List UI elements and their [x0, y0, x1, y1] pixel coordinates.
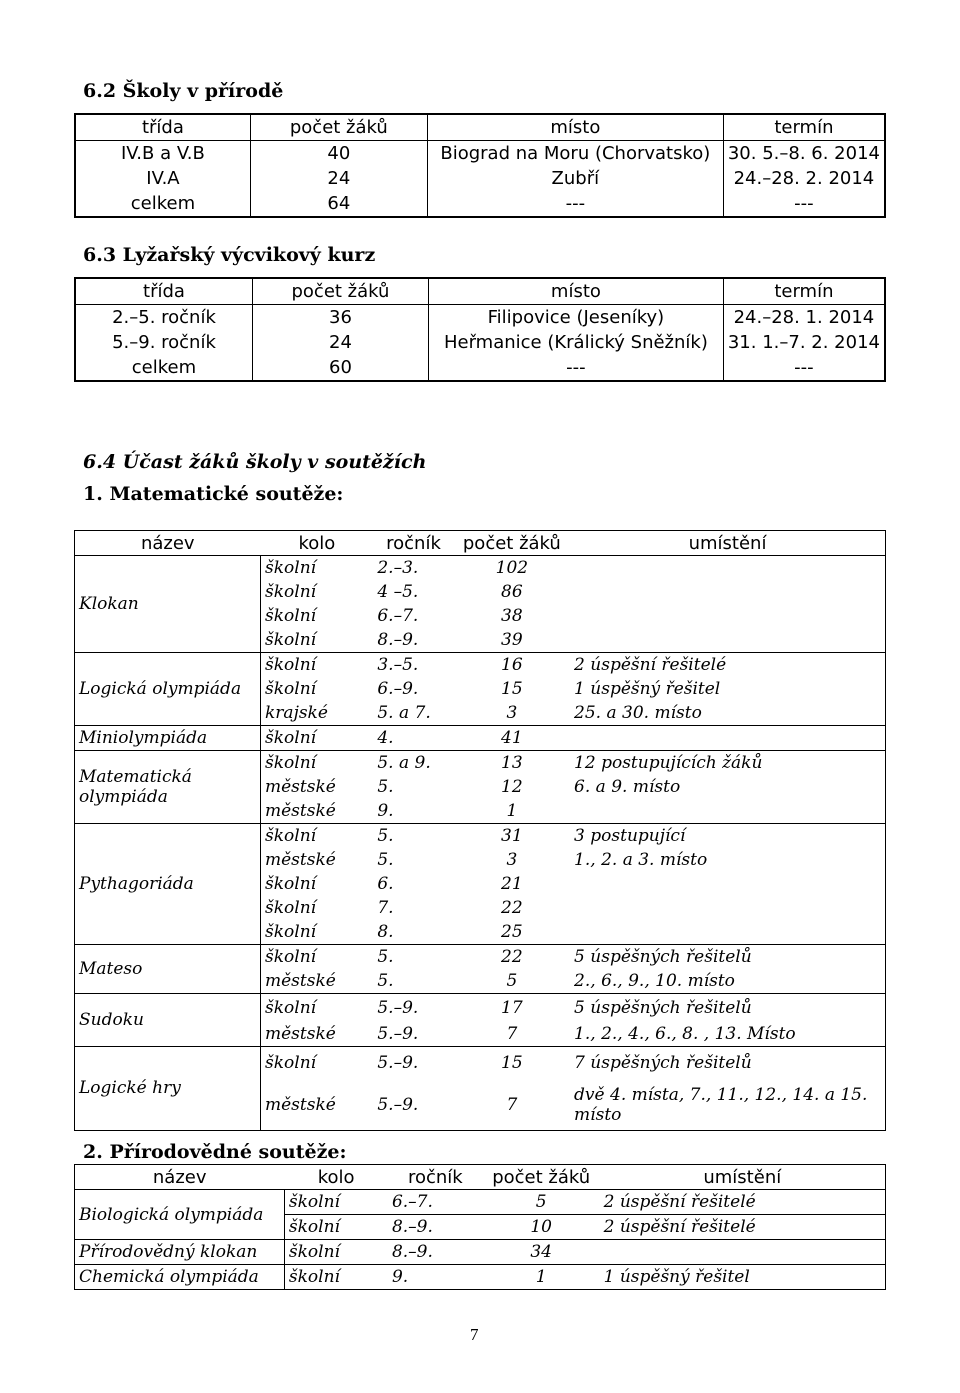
- table-cell: Heřmanice (Králický Sněžník): [428, 330, 723, 355]
- table-cell: 6.–7.: [377, 606, 419, 626]
- table-cell: 1: [483, 1265, 600, 1290]
- science-competitions-heading: 2. Přírodovědné soutěže:: [83, 1141, 347, 1163]
- table-cell: 5. a 7.: [377, 703, 431, 723]
- table-row: [75, 994, 886, 1022]
- table-cell: školní: [261, 824, 374, 849]
- header-cell: termín: [723, 278, 885, 305]
- table-cell: 5.: [377, 850, 394, 870]
- table-cell: 3 postupující: [570, 824, 885, 849]
- table-cell: 5.: [373, 945, 453, 970]
- table-row: [75, 141, 885, 167]
- table-cell: 12 postupujících žáků: [570, 751, 885, 776]
- table-cell: Biograd na Moru (Chorvatsko): [427, 141, 723, 167]
- table-cell: 22: [501, 898, 523, 918]
- table-cell: 5.: [373, 824, 453, 849]
- competition-name: Chemická olympiáda: [75, 1265, 285, 1290]
- table-cell: 9.: [388, 1265, 483, 1290]
- table-cell: [570, 628, 885, 653]
- table-row: [75, 1265, 886, 1290]
- table-cell: 10: [483, 1215, 600, 1240]
- table-cell: školní: [284, 1190, 388, 1215]
- table-cell: ---: [427, 191, 723, 217]
- table-cell: 1 úspěšný řešitel: [600, 1265, 886, 1290]
- competition-name: Sudoku: [75, 994, 261, 1047]
- table-cell: [570, 604, 885, 628]
- table-cell: 1., 2. a 3. místo: [574, 850, 708, 870]
- table-cell: [570, 556, 885, 581]
- table-cell: 15: [501, 679, 523, 699]
- table-cell: ---: [723, 355, 885, 381]
- table-cell: 6. a 9. místo: [574, 777, 681, 797]
- table-cell: 102: [454, 556, 570, 581]
- table-cell: [570, 920, 885, 945]
- table-cell: 39: [501, 630, 523, 650]
- table-cell: 21: [501, 874, 523, 894]
- table-cell: Zubří: [427, 166, 723, 191]
- table-cell: 24: [250, 166, 427, 191]
- competition-name: Biologická olympiáda: [75, 1190, 285, 1240]
- table-cell: 1: [506, 801, 518, 821]
- table-cell: 2.–3.: [373, 556, 453, 581]
- table-cell: 4.: [373, 726, 453, 751]
- header-cell: třída: [75, 114, 250, 141]
- header-cell: třída: [75, 278, 252, 305]
- table-row: [75, 1046, 886, 1080]
- table-cell: školní: [265, 874, 317, 894]
- table-row: [75, 166, 885, 191]
- table-cell: školní: [265, 679, 317, 699]
- table-cell: školní: [261, 945, 374, 970]
- table-header-row: [75, 114, 885, 141]
- table-cell: [570, 580, 885, 604]
- section-heading-6-2: 6.2 Školy v přírodě: [83, 80, 284, 102]
- school-in-nature-table: [74, 113, 886, 218]
- table-cell: [570, 726, 885, 751]
- ski-course-table: [74, 277, 886, 382]
- table-cell: celkem: [130, 193, 196, 214]
- table-cell: 1., 2., 4., 6., 8. , 13. Místo: [574, 1023, 796, 1044]
- table-cell: 25: [501, 922, 523, 942]
- header-cell: název: [75, 1165, 285, 1190]
- table-cell: školní: [261, 556, 374, 581]
- table-cell: dvě 4. místa, 7., 11., 12., 14. a 15. místo: [574, 1084, 868, 1125]
- table-cell: 5.–9. ročník: [112, 332, 216, 353]
- table-cell: 3: [506, 703, 518, 723]
- table-cell: 13: [454, 751, 570, 776]
- table-cell: 5.–9.: [373, 1046, 453, 1080]
- table-cell: 5. a 9.: [373, 751, 453, 776]
- table-cell: [600, 1240, 886, 1265]
- table-cell: školní: [261, 653, 374, 678]
- header-cell: místo: [427, 114, 723, 141]
- table-cell: krajské: [265, 703, 328, 723]
- competition-name: Mateso: [75, 945, 261, 994]
- table-cell: IV.B a V.B: [120, 143, 205, 164]
- table-cell: 6.–9.: [377, 679, 419, 699]
- table-cell: 9.: [377, 801, 394, 821]
- table-cell: IV.A: [146, 168, 180, 189]
- header-cell: počet žáků: [250, 114, 427, 141]
- competition-name: Přírodovědný klokan: [75, 1240, 285, 1265]
- table-cell: 8.–9.: [388, 1215, 483, 1240]
- header-cell: název: [75, 531, 261, 556]
- table-row: [75, 305, 885, 331]
- table-cell: 4 –5.: [377, 582, 419, 602]
- table-cell: 30. 5.–8. 6. 2014: [723, 141, 885, 167]
- table-cell: 8.–9.: [377, 630, 419, 650]
- table-cell: 2., 6., 9., 10. místo: [574, 971, 735, 991]
- science-competitions-table: [74, 1164, 886, 1290]
- table-row: [75, 945, 886, 970]
- table-header-row: [75, 531, 886, 556]
- table-cell: [570, 896, 885, 920]
- table-row: [75, 824, 886, 849]
- table-row: [75, 191, 885, 217]
- section-heading-6-3: 6.3 Lyžařský výcvikový kurz: [83, 244, 376, 266]
- table-cell: 40: [250, 141, 427, 167]
- table-cell: 22: [454, 945, 570, 970]
- table-cell: městské: [265, 1094, 336, 1115]
- table-row: [75, 330, 885, 355]
- table-cell: 6.: [377, 874, 394, 894]
- table-cell: 8.: [377, 922, 394, 942]
- page-number: 7: [470, 1325, 479, 1344]
- table-cell: [570, 799, 885, 824]
- math-competitions-table: [74, 530, 886, 1131]
- table-cell: 86: [501, 582, 523, 602]
- table-cell: 16: [454, 653, 570, 678]
- table-cell: 60: [252, 355, 428, 381]
- table-cell: školní: [265, 630, 317, 650]
- header-cell: kolo: [261, 531, 374, 556]
- table-cell: městské: [265, 801, 336, 821]
- table-cell: 31: [454, 824, 570, 849]
- table-cell: 5.–9.: [377, 1094, 419, 1115]
- header-cell: kolo: [284, 1165, 388, 1190]
- table-cell: 2.–5. ročník: [112, 307, 216, 328]
- table-cell: městské: [265, 777, 336, 797]
- table-row: [75, 1240, 886, 1265]
- table-row: [75, 653, 886, 678]
- table-cell: městské: [265, 971, 336, 991]
- table-cell: 5: [506, 971, 518, 991]
- table-cell: školní: [284, 1240, 388, 1265]
- table-cell: školní: [284, 1215, 388, 1240]
- table-cell: školní: [265, 606, 317, 626]
- table-cell: 5.: [377, 971, 394, 991]
- table-cell: 12: [501, 777, 523, 797]
- header-cell: termín: [723, 114, 885, 141]
- table-cell: 2 úspěšní řešitelé: [570, 653, 885, 678]
- table-cell: školní: [284, 1265, 388, 1290]
- table-cell: 8.–9.: [388, 1240, 483, 1265]
- table-cell: Filipovice (Jeseníky): [428, 305, 723, 331]
- table-cell: 7 úspěšných řešitelů: [570, 1046, 885, 1080]
- table-cell: 7.: [377, 898, 394, 918]
- table-cell: 25. a 30. místo: [574, 703, 702, 723]
- table-cell: školní: [265, 582, 317, 602]
- table-cell: 64: [250, 191, 427, 217]
- table-cell: 34: [483, 1240, 600, 1265]
- table-cell: [570, 872, 885, 896]
- table-cell: školní: [261, 751, 374, 776]
- table-row: [75, 751, 886, 776]
- table-cell: 7: [506, 1023, 518, 1044]
- table-cell: 7: [506, 1094, 518, 1115]
- competition-name: Miniolympiáda: [75, 726, 261, 751]
- table-cell: 3: [506, 850, 518, 870]
- table-cell: 3.–5.: [373, 653, 453, 678]
- table-cell: školní: [261, 1046, 374, 1080]
- table-cell: 2 úspěšní řešitelé: [600, 1215, 886, 1240]
- section-heading-6-4: [83, 451, 426, 473]
- table-cell: 24.–28. 1. 2014: [723, 305, 885, 331]
- table-row: [75, 355, 885, 381]
- header-cell: místo: [428, 278, 723, 305]
- table-cell: 6.–7.: [388, 1190, 483, 1215]
- table-cell: 5: [483, 1190, 600, 1215]
- header-cell: počet žáků: [454, 531, 570, 556]
- table-cell: 24: [252, 330, 428, 355]
- header-cell: umístění: [600, 1165, 886, 1190]
- table-cell: městské: [265, 850, 336, 870]
- table-header-row: [75, 1165, 886, 1190]
- header-cell: počet žáků: [483, 1165, 600, 1190]
- table-cell: ---: [428, 355, 723, 381]
- header-cell: ročník: [388, 1165, 483, 1190]
- competition-name: Matematická olympiáda: [75, 751, 261, 824]
- table-cell: městské: [265, 1023, 336, 1044]
- header-cell: ročník: [373, 531, 453, 556]
- table-cell: 5.: [377, 777, 394, 797]
- table-cell: 31. 1.–7. 2. 2014: [723, 330, 885, 355]
- table-cell: 5.–9.: [373, 994, 453, 1022]
- header-cell: umístění: [570, 531, 885, 556]
- section-heading-6-4-text: 6.4 Účast žáků školy v soutěžích: [83, 451, 427, 473]
- table-cell: 5 úspěšných řešitelů: [570, 945, 885, 970]
- table-cell: 17: [454, 994, 570, 1022]
- competition-name: Pythagoriáda: [75, 824, 261, 945]
- table-cell: 2 úspěšní řešitelé: [600, 1190, 886, 1215]
- table-cell: 41: [454, 726, 570, 751]
- table-cell: 5 úspěšných řešitelů: [570, 994, 885, 1022]
- table-row: [75, 726, 886, 751]
- table-cell: 38: [501, 606, 523, 626]
- table-cell: 36: [252, 305, 428, 331]
- header-cell: počet žáků: [252, 278, 428, 305]
- table-cell: 15: [454, 1046, 570, 1080]
- table-row: [75, 1190, 886, 1215]
- competition-name: Logická olympiáda: [75, 653, 261, 726]
- competition-name: Klokan: [75, 556, 261, 653]
- table-cell: 5.–9.: [377, 1023, 419, 1044]
- table-cell: školní: [265, 898, 317, 918]
- table-row: [75, 556, 886, 581]
- table-cell: 24.–28. 2. 2014: [723, 166, 885, 191]
- table-cell: školní: [265, 922, 317, 942]
- table-cell: ---: [723, 191, 885, 217]
- table-cell: 1 úspěšný řešitel: [574, 679, 721, 699]
- competition-name: Logické hry: [75, 1046, 261, 1130]
- table-header-row: [75, 278, 885, 305]
- table-cell: celkem: [131, 357, 197, 378]
- table-cell: školní: [261, 994, 374, 1022]
- table-cell: školní: [261, 726, 374, 751]
- math-competitions-heading: 1. Matematické soutěže:: [83, 483, 344, 505]
